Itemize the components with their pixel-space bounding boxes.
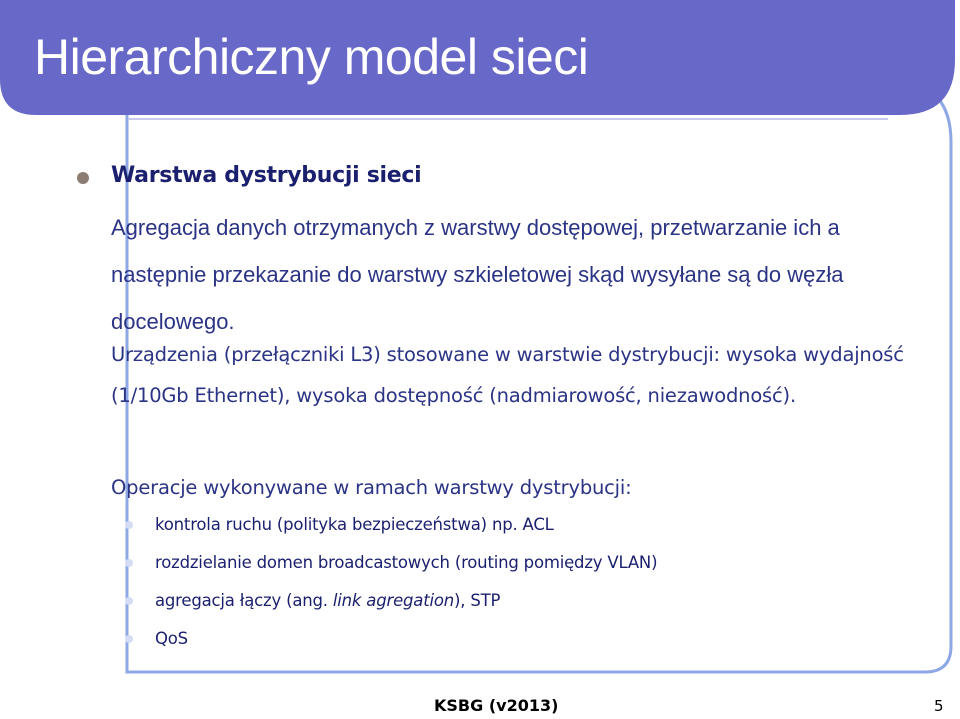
sub-bullet-dot (125, 521, 133, 529)
list-item-qos: QoS (155, 629, 188, 648)
title-bar-highlight (128, 118, 888, 120)
list-item-link-aggregation (155, 591, 500, 610)
bullet-dot (77, 172, 89, 184)
list-item-text: ), STP (454, 591, 501, 610)
page-number: 5 (934, 697, 944, 715)
sub-bullet-dot (125, 559, 133, 567)
paragraph-operations: Operacje wykonywane w ramach warstwy dystrybucji: (111, 476, 632, 499)
paragraph-aggregation: Agregacja danych otrzymanych z warstwy dostępowej, przetwarzanie ich a następnie przekazanie do warstwy szkieletowej skąd wysyłane są do węzła docelowego. (111, 215, 844, 334)
list-item-broadcast-domains: rozdzielanie domen broadcastowych (routing pomiędzy VLAN) (155, 553, 658, 572)
list-item-text: agregacja łączy (ang. (155, 591, 333, 610)
list-item-italic-term: link agregation (332, 591, 455, 610)
paragraph-devices: Urządzenia (przełączniki L3) stosowane w warstwie dystrybucji: wysoka wydajność (1/10Gb Ethernet), wysoka dostępność (nadmiarowość, niezawodność). (111, 343, 904, 407)
list-item-traffic-control: kontrola ruchu (polityka bezpieczeństwa) np. ACL (155, 515, 554, 534)
slide-title: Hierarchiczny model sieci (34, 29, 589, 85)
sub-bullet-dot (125, 597, 133, 605)
footer-label: KSBG (v2013) (434, 696, 559, 715)
section-heading: Warstwa dystrybucji sieci (111, 163, 422, 188)
sub-bullet-dot (125, 635, 133, 643)
